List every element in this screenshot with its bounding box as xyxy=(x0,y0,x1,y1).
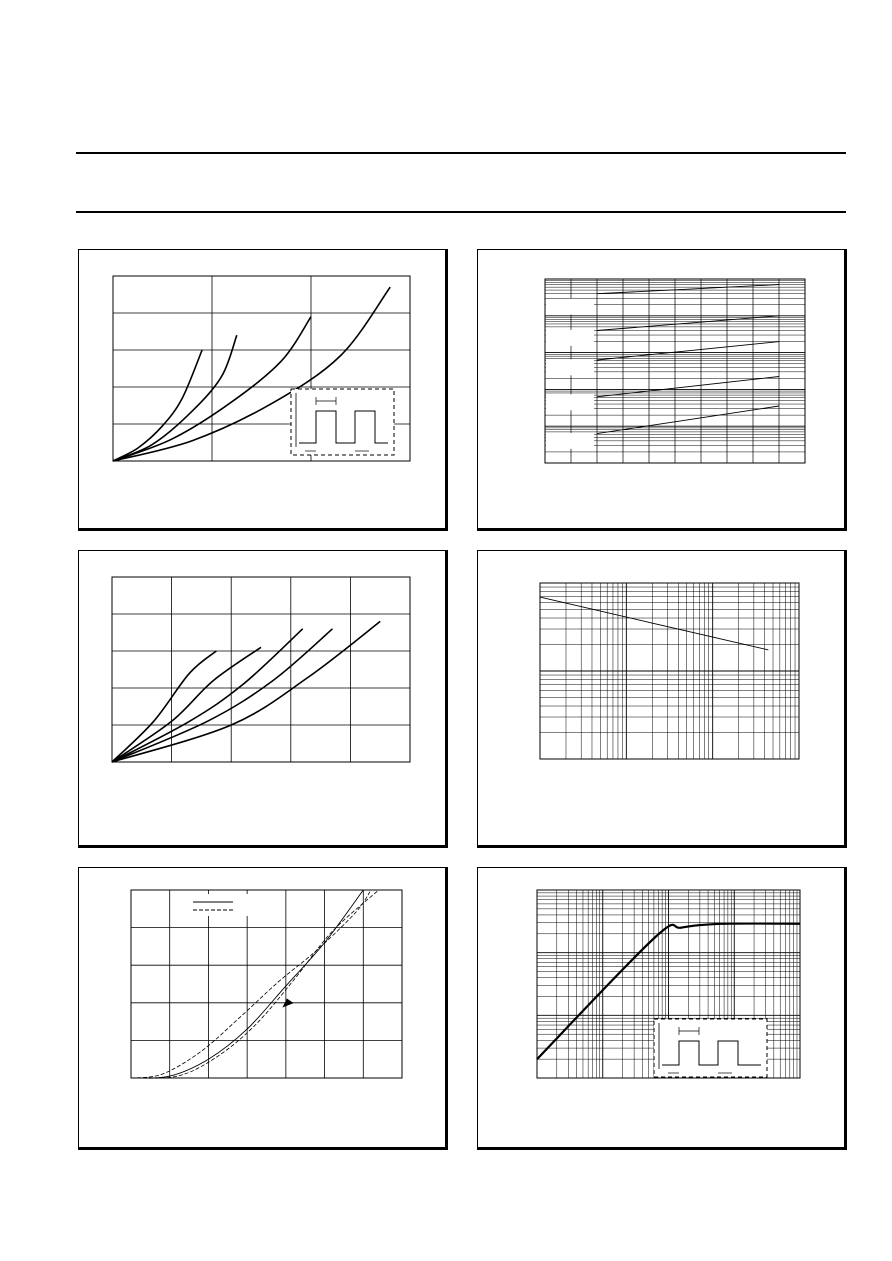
fig1-svg xyxy=(79,250,445,528)
header-rule-top xyxy=(76,152,846,154)
inset-box xyxy=(291,389,394,455)
series-line-3 xyxy=(112,629,303,762)
figure-panel-4 xyxy=(477,550,845,846)
figure-panel-1 xyxy=(78,249,446,529)
fig4-svg xyxy=(478,551,844,845)
series-line-2 xyxy=(131,890,379,1078)
series-line-1 xyxy=(112,651,216,762)
legend-box xyxy=(189,894,249,916)
series-line-4 xyxy=(597,377,779,397)
series-line-1 xyxy=(113,350,202,461)
curve-label-mask xyxy=(546,433,594,449)
curve-label-mask xyxy=(546,394,594,410)
series-line-2 xyxy=(113,335,237,461)
inset-box xyxy=(654,1019,767,1077)
series-line-3 xyxy=(131,890,371,1078)
curve-label-mask xyxy=(546,330,594,346)
header-rule-bottom xyxy=(76,211,846,213)
figure-panel-2 xyxy=(477,249,845,529)
series-line-4 xyxy=(112,629,333,762)
figure-panel-3 xyxy=(78,550,446,846)
curve-label-mask xyxy=(546,359,594,375)
figure-panel-5 xyxy=(78,867,446,1148)
series-line-3 xyxy=(597,342,779,360)
series-line-1 xyxy=(597,285,779,294)
plot-frame xyxy=(131,890,402,1078)
fig3-svg xyxy=(79,551,445,845)
curve-label-mask xyxy=(546,299,594,315)
fig5-svg xyxy=(79,868,445,1147)
series-line-5 xyxy=(597,406,779,434)
series-line-1 xyxy=(540,597,768,650)
fig6-svg xyxy=(478,868,844,1147)
figure-panel-6 xyxy=(477,867,845,1148)
fig2-svg xyxy=(478,250,844,528)
series-line-2 xyxy=(597,316,779,331)
